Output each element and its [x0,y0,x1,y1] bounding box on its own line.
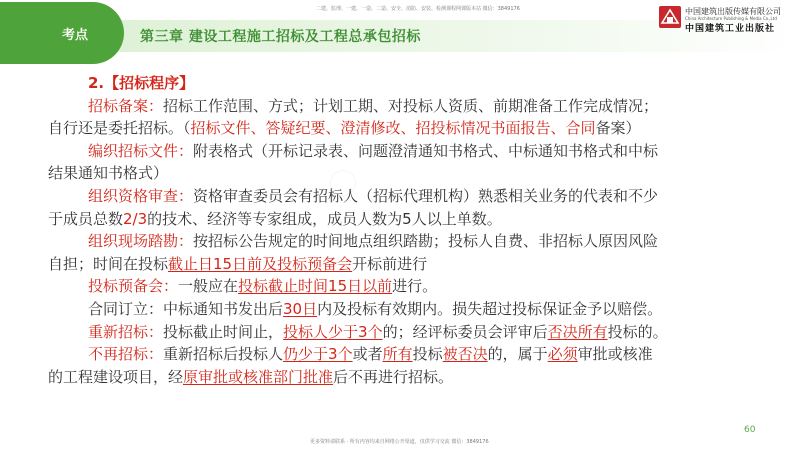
body-text: 自担；时间在投标 [48,254,169,273]
page-number: 60 [744,425,756,435]
content-line [48,343,748,366]
content-line [48,162,748,185]
body-text: 的工程建设项目，经 [48,367,184,386]
body-text: 内及投标有效期内。损失超过投标保证金予以赔偿。 [317,299,663,318]
content-line [48,366,748,389]
body-text: 一般应在 [178,277,239,296]
body-text: 结果通知书格式） [48,164,169,183]
highlight-text: 投标截止时间15日以前 [238,277,393,296]
body-text: 招标工作范围、方式；计划工期、对投标人资质、前期准备工作完成情况； [163,96,659,115]
highlight-text: 编织招标文件： [88,141,194,160]
body-text: 备案） [595,119,641,138]
body-text: 开标前进行 [352,254,428,273]
content-line [48,208,748,231]
slide-content [48,72,748,388]
highlight-text: 被否决 [442,345,488,364]
body-text: 的，属于 [487,345,548,364]
publisher-brand: 中国建筑工业出版社 [685,24,776,34]
content-line [48,275,748,298]
highlight-text: 招标文件、答疑纪要、澄清修改、招投标情况书面报告、合同 [190,119,596,138]
body-text: 投标截止时间止， [163,322,284,341]
highlight-text: 投标预备会： [88,277,179,296]
publisher-block [658,5,798,33]
highlight-text: 原审批或核准部门批准 [183,367,334,386]
body-text: 进行。 [392,277,438,296]
body-text: 按招标公告规定的时间地点组织踏勘；投标人自费、非招标人原因风险 [193,232,659,251]
chapter-title: 第三章 建设工程施工招标及工程总承包招标 [140,29,421,45]
highlight-text: 必须 [547,345,578,364]
top-note: 二建、监理、一建、一造、二造、安全、消防、安装、检测课程网课版本站 微信：3849176 [316,6,520,12]
body-text: 或者 [352,345,383,364]
body-text: 审批或核准 [577,345,653,364]
slide-header [0,0,800,66]
body-text: 资格审查委员会有招标人（招标代理机构）熟悉相关业务的代表和不少 [193,186,659,205]
highlight-text: 重新招标： [88,322,164,341]
highlight-text: 2/3 [123,209,148,228]
publisher-name: 中国建筑出版传媒有限公司 [685,7,781,16]
highlight-text: 组织资格审查： [88,186,194,205]
highlight-text: 组织现场踏勘： [88,232,194,251]
topic-badge: 考点 [26,2,124,64]
body-text: 合同订立：中标通知书发出后 [88,299,284,318]
content-line [48,230,748,253]
content-line [48,298,748,321]
body-text: 后不再进行招标。 [333,367,454,386]
publisher-logo-icon [658,5,682,29]
body-text: 投标的。 [607,322,668,341]
content-lines [48,95,748,389]
body-text: 重新招标后投标人 [163,345,284,364]
body-text: 自行还是委托招标。（ [48,119,191,138]
highlight-text: 所有 [382,345,413,364]
body-text: 的；经评标委员会评审后 [382,322,548,341]
bottom-note: 更多资料请联系 · 所有内容均来自网络公开渠道，仅供学习交流 微信：3849176 [310,439,489,445]
highlight-text: 招标备案： [88,96,164,115]
section-heading: 2.【招标程序】 [88,74,195,92]
body-text: 投标 [412,345,443,364]
highlight-text: 投标人少于3个 [283,322,383,341]
content-line [48,253,748,276]
content-line [48,117,748,140]
content-line [48,95,748,118]
body-text: 的技术、经济等专家组成，成员人数为5人以上单数。 [147,209,502,228]
highlight-text: 仍少于3个 [283,345,353,364]
content-line [48,140,748,163]
body-text: 附表格式（开标记录表、问题澄清通知书格式、中标通知书格式和中标 [193,141,659,160]
highlight-text: 否决所有 [547,322,608,341]
content-line [48,185,748,208]
highlight-text: 截止日15日前及投标预备会 [168,254,353,273]
publisher-english-name: China Architecture Publishing & Media Co.,Ltd [685,16,777,21]
highlight-text: 不再招标： [88,345,164,364]
highlight-text: 30日 [283,299,318,318]
body-text: 于成员总数 [48,209,124,228]
content-line [48,321,748,344]
